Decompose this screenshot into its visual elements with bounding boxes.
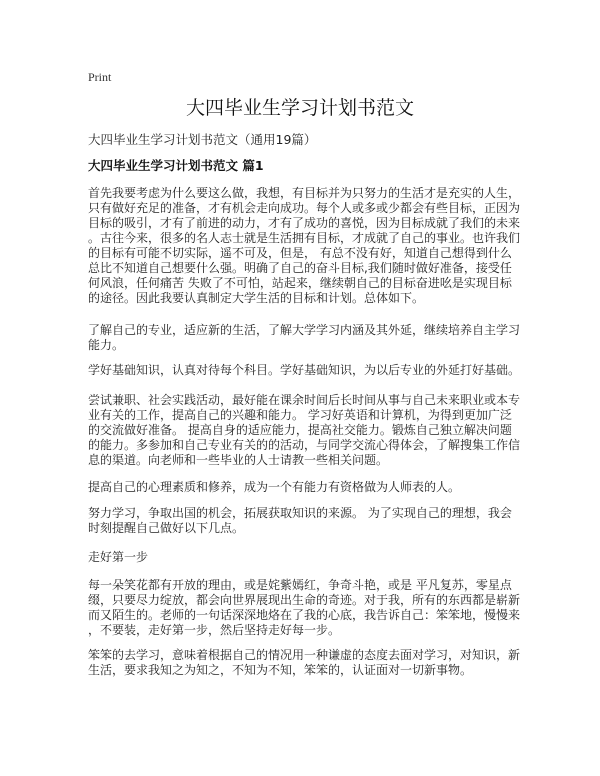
paragraph-line: 能力。 — [88, 338, 125, 352]
paragraph-line: 尝试兼职、社会实践活动，最好能在课余时间后长时间从事与自己未来职业或本专 — [88, 393, 521, 407]
paragraph-line: 目标的吸引，才有了前进的动力，才有了成功的喜悦，因为目标成就了我们的未来 — [88, 216, 521, 230]
paragraph — [88, 323, 520, 353]
paragraph-line: 提高自己的心理素质和修养，成为一个有能力有资格做为人师表的人。 — [88, 480, 461, 494]
paragraph-line: 了解自己的专业，适应新的生活，了解大学学习内涵及其外延，继续培养自主学习 — [88, 323, 521, 337]
paragraph — [88, 648, 520, 678]
paragraph-line: 每一朵笑花都有开放的理由，或是姹紫嫣红，争奇斗艳，或是 平凡复苏，零星点 — [88, 578, 512, 592]
paragraph-line: 息的渠道。向老师和一些毕业的人士请教一些相关问题。 — [88, 453, 389, 467]
document-subtitle: 大四毕业生学习计划书范文（通用19篇） — [88, 132, 317, 147]
paragraph-line: 的交流做好准备。 提高自身的适应能力，提高社交能力。锻炼自己独立解决问题 — [88, 423, 512, 437]
paragraph — [88, 363, 520, 378]
paragraph — [88, 578, 520, 638]
paragraph-line: 的目标有可能不切实际，遥不可及，但是， 有总不没有好，知道自己想得到什么 — [88, 246, 512, 260]
paragraph-line: 时刻提醒自己做好以下几点。 — [88, 521, 245, 535]
paragraph-line: 首先我要考虑为什么要这么做，我想，有目标并为只努力的生活才是充实的人生， — [88, 186, 521, 200]
paragraph-line: 。古往今来，很多的名人志士就是生活拥有目标，才成就了自己的事业。也许我们 — [88, 231, 521, 245]
paragraph-line: ，不要装，走好第一步，然后坚持走好每一步。 — [88, 623, 341, 637]
paragraph-line: 只有做好充足的准备，才有机会走向成功。每个人或多或少都会有些目标，正因为 — [88, 201, 521, 215]
paragraph-line: 生活，要求我知之为知之，不知为不知，笨笨的，认证面对一切新事物。 — [88, 663, 473, 677]
paragraph-line: 努力学习，争取出国的机会，拓展获取知识的来源。 为了实现自己的理想，我会 — [88, 506, 512, 520]
paragraph-line: 的途径。因此我要认真制定大学生活的目标和计划。总体如下。 — [88, 291, 425, 305]
paragraph-line: 缀，只要尽力绽放，都会向世界展现出生命的奇迹。对于我，所有的东西都是崭新 — [88, 593, 521, 607]
paragraph-line: 的能力。多参加和自己专业有关的的活动，与同学交流心得体会，了解搜集工作信 — [88, 438, 521, 452]
paragraph — [88, 393, 520, 468]
paragraph-line: 笨笨的去学习，意味着根据自己的情况用一种谦虚的态度去面对学习，对知识，新 — [88, 648, 521, 662]
paragraph — [88, 550, 148, 565]
paragraph-line: 何风浪，任何痛苦 失败了不可怕，站起来，继续朝自己的目标奋进吆是实现目标 — [88, 276, 512, 290]
paragraph-line: 总比不知道自己想要什么强。明确了自己的奋斗目标,我们随时做好准备，接受任 — [88, 261, 512, 275]
paragraph — [88, 506, 512, 536]
paragraph-line: 学好基础知识，认真对待每个科目。学好基础知识，为以后专业的外延打好基础。 — [88, 363, 521, 377]
paragraph-line: 业有关的工作，提高自己的兴趣和能力。 学习好英语和计算机，为得到更加广泛 — [88, 408, 512, 422]
section-heading: 大四毕业生学习计划书范文 篇1 — [88, 158, 264, 173]
paragraph-line: 走好第一步 — [88, 550, 149, 564]
paragraph — [88, 186, 520, 306]
document-title: 大四毕业生学习计划书范文 — [185, 97, 414, 119]
paragraph-line: 而又陌生的。老师的一句话深深地烙在了我的心底，我告诉自己：笨笨地，慢慢来 — [88, 608, 521, 622]
paragraph — [88, 480, 460, 495]
print-label: Print — [88, 70, 112, 84]
